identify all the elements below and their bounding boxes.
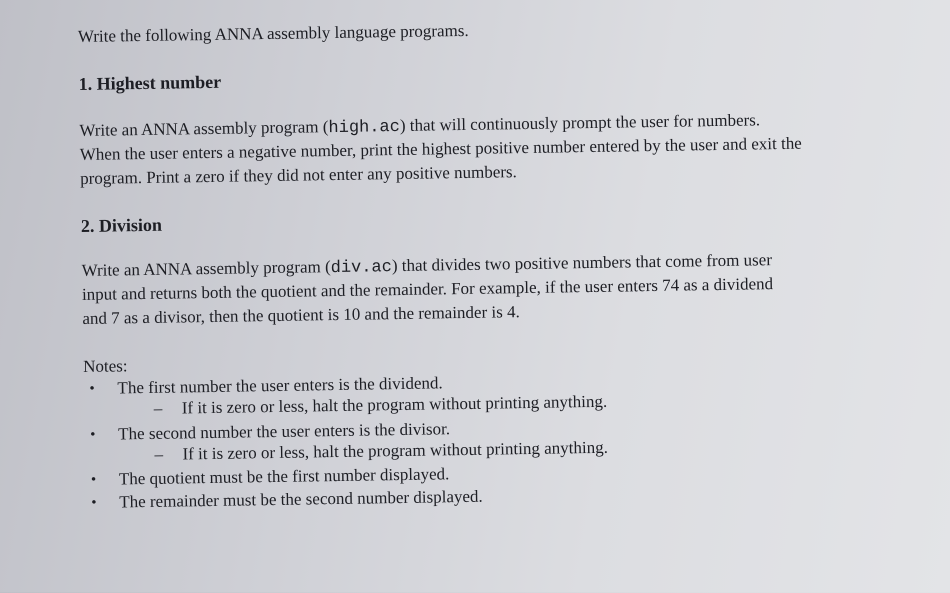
section-2-line-2: input and returns both the quotient and the remainder. For example, if the user enters 74 as a dividend	[81, 274, 774, 304]
note-item-1: The first number the user enters is the dividend.	[117, 373, 443, 398]
note-item-2: The second number the user enters is the divisor.	[118, 419, 451, 444]
bullet-icon: •	[89, 380, 95, 397]
bullet-icon: •	[91, 494, 97, 511]
section-1-line-3: program. Print a zero if they did not enter any positive numbers.	[80, 162, 517, 189]
dash-icon: –	[154, 444, 164, 464]
section-2-heading: 2. Division	[80, 214, 163, 237]
bullet-icon: •	[90, 471, 97, 488]
section-2-line-1-pre: Write an ANNA assembly program (	[81, 257, 331, 281]
filename-high-ac: high.ac	[328, 117, 401, 139]
section-2-line-1-post: ) that divides two positive numbers that come from user	[391, 250, 773, 276]
dash-icon: –	[153, 398, 163, 418]
section-1-heading: 1. Highest number	[78, 71, 222, 95]
section-1-line-2: When the user enters a negative number, print the highest positive number entered by the user and exit the	[79, 133, 802, 165]
section-2-line-3: and 7 as a divisor, then the quotient is 10 and the remainder is 4.	[82, 302, 520, 328]
note-item-3: The quotient must be the first number displayed.	[118, 464, 450, 489]
bullet-icon: •	[90, 426, 96, 443]
section-1-line-1-pre: Write an ANNA assembly program (	[79, 117, 329, 141]
section-1-line-1-post: ) that will continuously prompt the user for numbers.	[399, 110, 761, 135]
filename-div-ac: div.ac	[330, 258, 393, 279]
note-item-4: The remainder must be the second number displayed.	[119, 486, 483, 512]
notes-title: Notes:	[82, 356, 128, 376]
note-subitem-2: If it is zero or less, halt the program without printing anything.	[182, 437, 609, 464]
note-subitem-1: If it is zero or less, halt the program without printing anything.	[181, 391, 608, 418]
intro-text: Write the following ANNA assembly language programs.	[77, 20, 469, 47]
